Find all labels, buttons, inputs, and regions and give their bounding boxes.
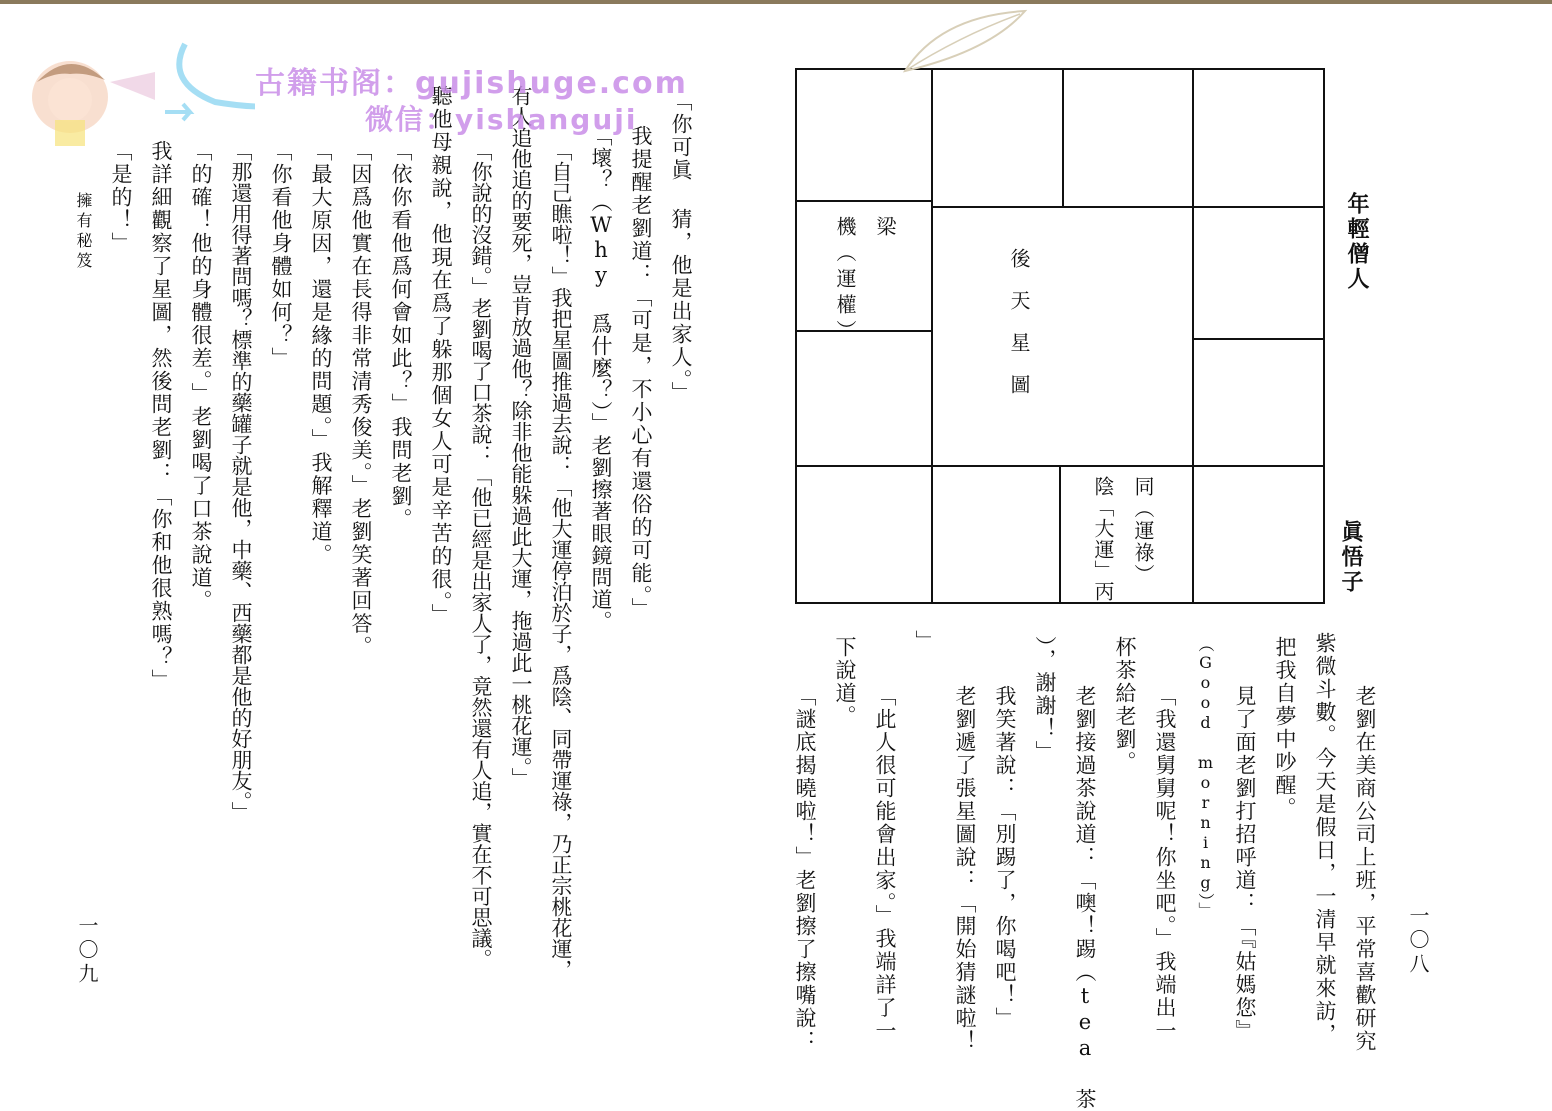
text-line: 「的確！他的身體很差。」老劉喝了口茶說道。	[189, 140, 213, 613]
page-number-left: 一〇九	[75, 915, 99, 987]
chapter-title: 年輕僧人	[1344, 192, 1370, 292]
text-line: 「因爲他實在長得非常清秀俊美。」老劉笑著回答。	[349, 140, 373, 659]
star-chart-grid	[795, 68, 1325, 606]
chart-center-title: 後天星圖	[1007, 248, 1031, 416]
text-line: 有人追他追的要死，豈肯放過他？除非他能躲過此大運，拖過此一桃花運。」	[509, 85, 533, 789]
text-line: 「你看他身體如何？」	[269, 140, 293, 370]
side-title: 擁有秘笈	[74, 192, 93, 272]
chart-cell-ji: 機（運權）	[833, 216, 857, 346]
text-line: 「最大原因，還是緣的問題。」我解釋道。	[309, 140, 333, 567]
text-line: 「是的！」	[109, 140, 133, 255]
text-line: 見了面老劉打招呼道：「『姑媽您』	[1233, 685, 1257, 1043]
text-line: 「依你看他爲何會如此？」我問老劉。	[389, 140, 413, 531]
text-line: 「壞？（Why 爲什麼？）」老劉擦著眼鏡問道。	[589, 125, 613, 633]
chart-cell-tong: 同（運祿）	[1131, 476, 1155, 586]
text-line: 「自己瞧啦！」我把星圖推過去說：「他大運停泊於子，爲陰、同帶運祿，乃正宗桃花運，	[549, 140, 573, 980]
text-line: 「你可眞 猜，他是出家人。」	[669, 90, 693, 405]
text-line: 我笑著說：「別踢了，你喝吧！」	[993, 685, 1017, 1030]
text-line: ），謝謝！」	[1033, 636, 1057, 764]
page-number-right: 一〇八	[1406, 905, 1430, 977]
text-line: 「你說的沒錯。」老劉喝了口茶說：「他已經是出家人了，竟然還有人追，實在不可思議。	[469, 140, 493, 970]
text-line: 老劉在美商公司上班，平常喜歡研究	[1353, 685, 1377, 1053]
leaf-watermark-icon	[900, 6, 1030, 76]
top-border	[0, 0, 1552, 4]
text-line: 「此人很可能會出家。」我端詳了一	[873, 685, 897, 1043]
mascot-logo	[15, 42, 255, 166]
text-line: （Good morning）」	[1196, 636, 1215, 919]
author-name: 眞悟子	[1338, 520, 1364, 595]
text-line: 」	[913, 630, 937, 653]
text-line: 「我還舅舅呢！你坐吧。」我端出一	[1153, 685, 1177, 1043]
text-line: 聽他母親說，他現在爲了躲那個女人可是辛苦的很。」	[429, 85, 453, 627]
text-line: 老劉遞了張星圖說：「開始猜謎啦！	[953, 685, 977, 1053]
text-line: 紫微斗數。今天是假日，一清早就來訪，	[1313, 632, 1337, 1046]
text-line: 下說道。	[833, 636, 857, 728]
text-line: 我詳細觀察了星圖，然後問老劉：「你和他很熟嗎？」	[149, 140, 173, 692]
chart-cell-yin: 陰「大運」丙	[1091, 476, 1115, 602]
star-chart	[795, 68, 1325, 606]
text-line: 「謎底揭曉啦！」老劉擦了擦嘴說：	[793, 685, 817, 1053]
text-line: 老劉接過茶說道：「噢！踢（tea 茶	[1073, 685, 1097, 1111]
watermark-site: 古籍书阁：gujishuge.com	[255, 66, 688, 101]
text-line: 我提醒老劉道：「可是，不小心有還俗的可能。」	[629, 125, 653, 621]
text-line: 把我自夢中吵醒。	[1273, 636, 1297, 820]
text-line: 杯茶給老劉。	[1113, 636, 1137, 774]
watermark-wechat: 微信：yishanguji	[365, 103, 638, 136]
text-line: 「那還用得著問嗎？標準的藥罐子就是他，中藥、西藥都是他的好朋友。」	[229, 140, 253, 823]
chart-cell-liang: 梁	[873, 216, 897, 242]
